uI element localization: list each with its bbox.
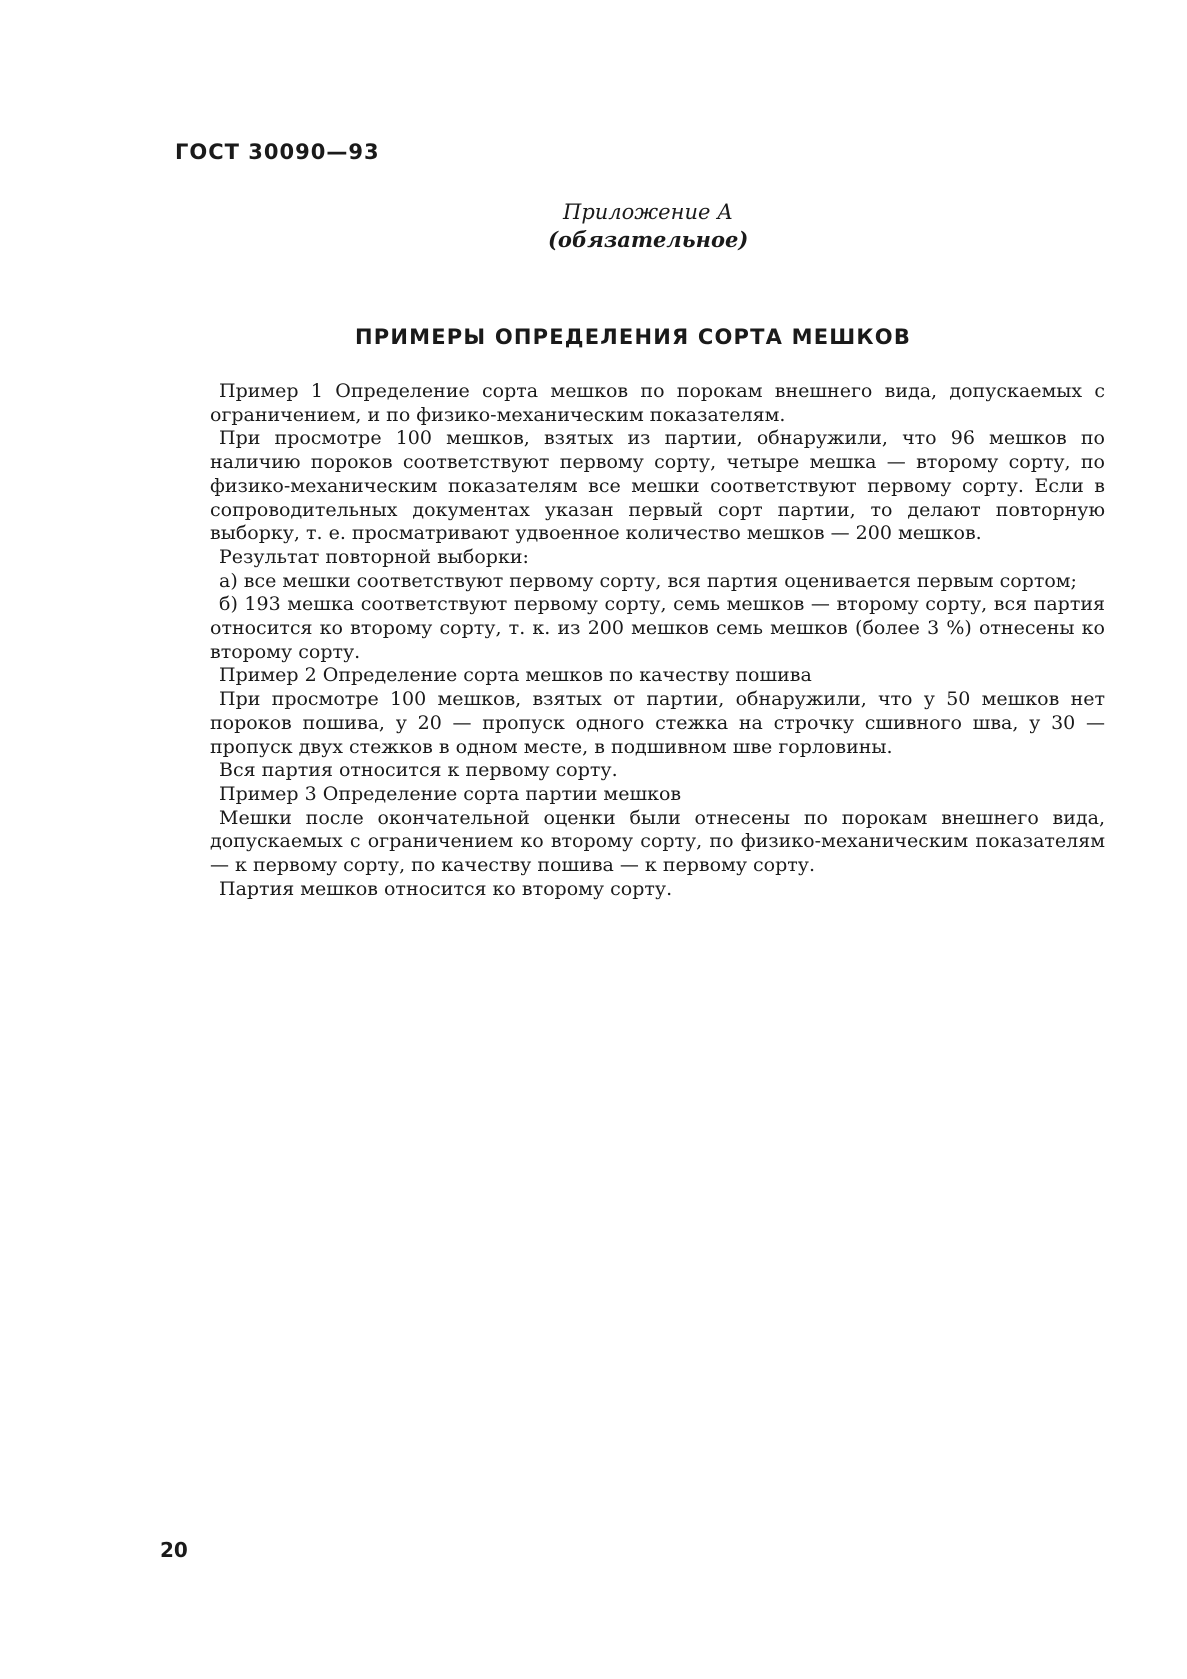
paragraph-resample-result: Результат повторной выборки: bbox=[219, 545, 529, 568]
appendix-label: Приложение А bbox=[563, 200, 733, 224]
document-code: ГОСТ 30090—93 bbox=[175, 140, 380, 164]
paragraph-example-1-body: При просмотре 100 мешков, взятых из партии, обнаружили, что 96 мешков по наличию пороков соответствуют первому сорту, четыре мешка — второму сорту, по физико-механическим показателям все мешки соответствуют первому сорту. Если в сопроводительных документах указан первый сорт партии, то делают повторную выборку, т. е. просматривают удвоенное количество мешков — 200 мешков. bbox=[210, 427, 1105, 545]
appendix-heading bbox=[548, 198, 748, 254]
paragraph-example-3-body: Мешки после окончательной оценки были отнесены по порокам внешнего вида, допускаемых с ограничением ко второму сорту, по физико-механическим показателям — к первому сорту, по качеству пошива — к первому сорту. bbox=[210, 806, 1105, 877]
appendix-status: (обязательное) bbox=[548, 227, 749, 252]
paragraph-example-1-heading: Пример 1 Определение сорта мешков по порокам внешнего вида, допускаемых с ограничением, и по физико-механическим показателям. bbox=[210, 380, 1105, 426]
paragraph-example-2-heading: Пример 2 Определение сорта мешков по качеству пошива bbox=[219, 664, 812, 687]
section-title: ПРИМЕРЫ ОПРЕДЕЛЕНИЯ СОРТА МЕШКОВ bbox=[355, 325, 912, 349]
body-text bbox=[210, 380, 1105, 901]
paragraph-example-2-body: При просмотре 100 мешков, взятых от партии, обнаружили, что у 50 мешков нет пороков пошива, у 20 — пропуск одного стежка на строчку сшивного шва, у 30 — пропуск двух стежков в одном месте, в подшивном шве горловины. bbox=[210, 688, 1105, 758]
list-item-b: б) 193 мешка соответствуют первому сорту, семь мешков — второму сорту, вся партия относится ко второму сорту, т. к. из 200 мешков семь мешков (более 3 %) отнесены ко второму сорту. bbox=[210, 593, 1105, 663]
paragraph-example-3-heading: Пример 3 Определение сорта партии мешков bbox=[219, 782, 682, 805]
page-number: 20 bbox=[160, 1538, 188, 1562]
list-item-a: а) все мешки соответствуют первому сорту, вся партия оценивается первым сортом; bbox=[219, 569, 1077, 592]
paragraph-example-3-conclusion: Партия мешков относится ко второму сорту. bbox=[219, 877, 673, 900]
paragraph-example-2-conclusion: Вся партия относится к первому сорту. bbox=[219, 759, 618, 782]
